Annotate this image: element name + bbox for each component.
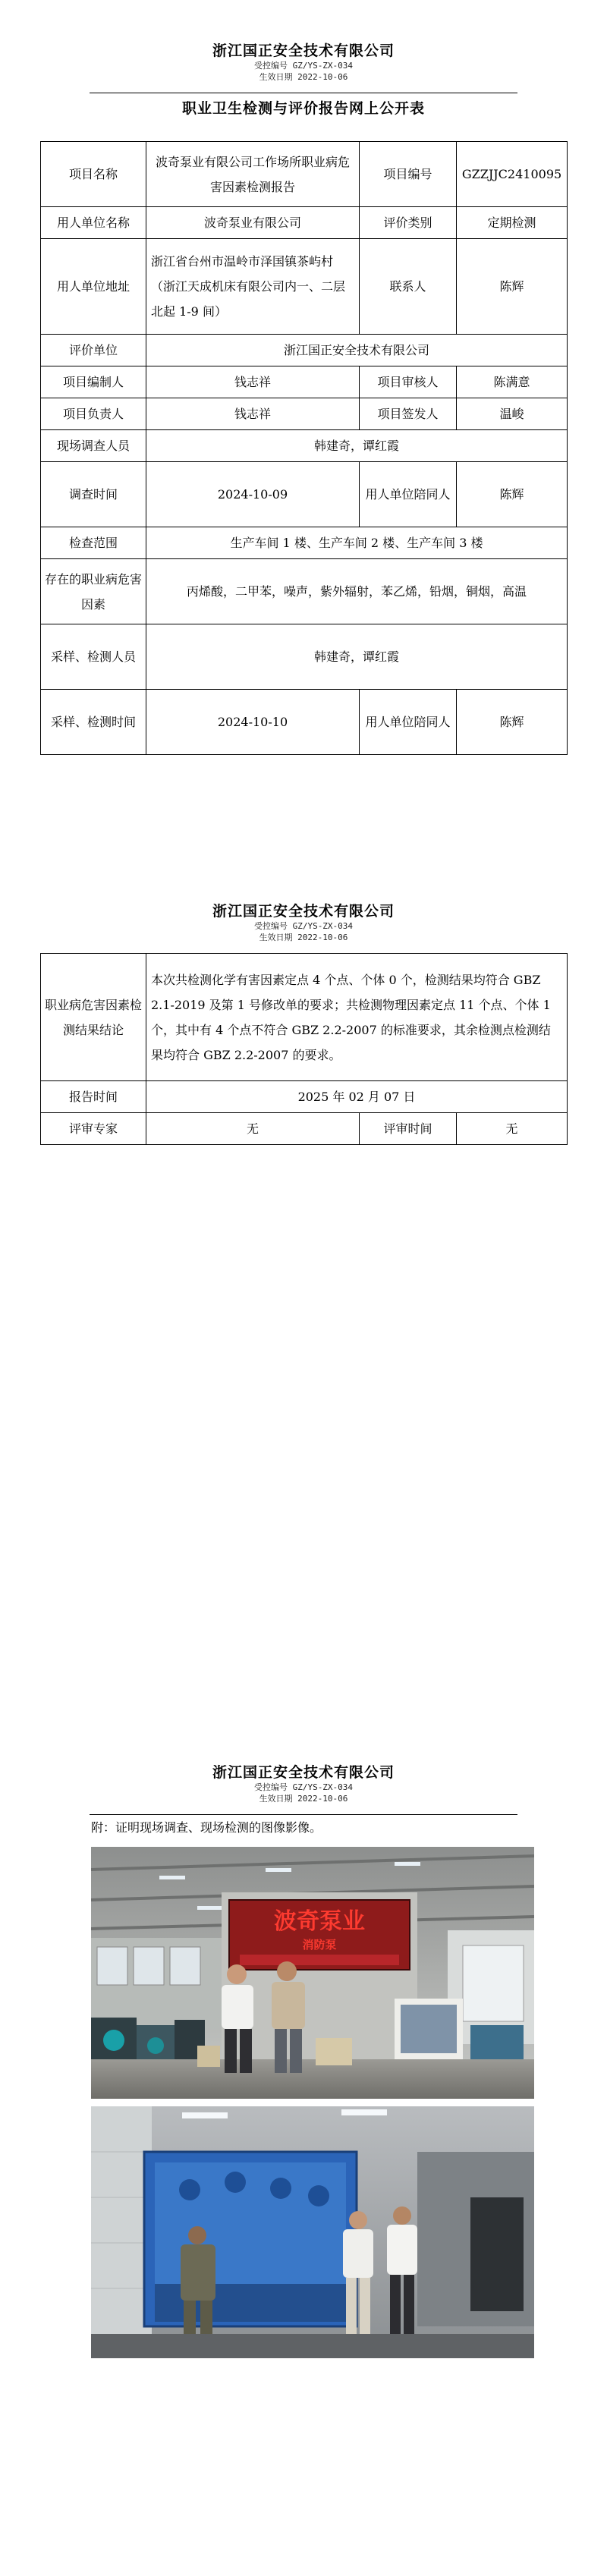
- value-contact: 陈辉: [457, 239, 568, 335]
- led-sign-product: 消防泵: [302, 1938, 337, 1952]
- table-row: [41, 239, 568, 335]
- site-photo-sampling-image: [91, 2106, 534, 2358]
- table-row: [41, 1113, 568, 1145]
- value-escort-survey: 陈辉: [457, 462, 568, 527]
- label-project-number: 项目编号: [360, 142, 457, 207]
- value-project-number: GZZJJC2410095: [457, 142, 568, 207]
- company-name: 浙江国正安全技术有限公司: [212, 903, 395, 920]
- value-review-expert: 无: [146, 1113, 360, 1145]
- label-inspection-scope: 检查范围: [41, 527, 146, 559]
- label-sampling-time: 采样、检测时间: [41, 690, 146, 755]
- value-issuer: 温峻: [457, 398, 568, 430]
- table-row: [41, 207, 568, 239]
- header-page2: [0, 900, 607, 943]
- page-title: 职业卫生检测与评价报告网上公开表: [181, 100, 425, 117]
- label-hazard-factors: 存在的职业病危害因素: [41, 559, 146, 624]
- value-evaluation-type: 定期检测: [457, 207, 568, 239]
- appendix-caption: 附：证明现场调查、现场检测的图像影像。: [91, 1820, 322, 1835]
- header-rule: [90, 1814, 517, 1815]
- led-sign-brand: 波奇泵业: [274, 1908, 365, 1935]
- doc-number: 受控编号 GZ/YS-ZX-034: [253, 921, 354, 931]
- value-survey-time: 2024-10-09: [146, 462, 360, 527]
- value-sampling-staff: 韩建奇，谭红霞: [146, 624, 568, 690]
- value-review-time: 无: [457, 1113, 568, 1145]
- table-row: [41, 954, 568, 1081]
- label-survey-time: 调查时间: [41, 462, 146, 527]
- value-project-name: 波奇泵业有限公司工作场所职业病危害因素检测报告: [146, 142, 360, 207]
- table-row: [41, 690, 568, 755]
- company-name: 浙江国正安全技术有限公司: [212, 1764, 395, 1781]
- label-contact: 联系人: [360, 239, 457, 335]
- value-employer-name: 波奇泵业有限公司: [146, 207, 360, 239]
- value-escort-sampling: 陈辉: [457, 690, 568, 755]
- label-review-time: 评审时间: [360, 1113, 457, 1145]
- label-reviewer: 项目审核人: [360, 366, 457, 398]
- company-name: 浙江国正安全技术有限公司: [212, 42, 395, 59]
- info-table: [40, 141, 568, 755]
- table-row: [41, 1081, 568, 1113]
- table-row: [41, 142, 568, 207]
- doc-number: 受控编号 GZ/YS-ZX-034: [253, 61, 354, 71]
- label-escort-survey: 用人单位陪同人: [360, 462, 457, 527]
- header-page1: [0, 39, 607, 83]
- label-conclusion: 职业病危害因素检测结果结论: [41, 954, 146, 1081]
- conclusion-table: [40, 953, 568, 1145]
- label-escort-sampling: 用人单位陪同人: [360, 690, 457, 755]
- value-conclusion: 本次共检测化学有害因素定点 4 个点、个体 0 个，检测结果均符合 GBZ 2.1-2019 及第 1 号修改单的要求；共检测物理因素定点 11 个点、个体 1 个，其中有 4 个点不符合 GBZ 2.2-2007 的标准要求，其余检测点检测结果均符合 GBZ 2.2-2007 的要求。: [146, 954, 568, 1081]
- label-employer-name: 用人单位名称: [41, 207, 146, 239]
- label-employer-address: 用人单位地址: [41, 239, 146, 335]
- effective-date: 生效日期 2022-10-06: [259, 72, 348, 82]
- label-project-name: 项目名称: [41, 142, 146, 207]
- value-project-lead: 钱志祥: [146, 398, 360, 430]
- value-reviewer: 陈满意: [457, 366, 568, 398]
- label-project-lead: 项目负责人: [41, 398, 146, 430]
- site-photo-survey-image: [91, 1847, 534, 2099]
- label-review-expert: 评审专家: [41, 1113, 146, 1145]
- value-hazard-factors: 丙烯酸，二甲苯，噪声，紫外辐射，苯乙烯，铅烟，铜烟，高温: [146, 559, 568, 624]
- value-evaluation-unit: 浙江国正安全技术有限公司: [146, 335, 568, 366]
- label-evaluation-type: 评价类别: [360, 207, 457, 239]
- site-photo-survey: [91, 1847, 534, 2099]
- table-row: [41, 527, 568, 559]
- doc-number: 受控编号 GZ/YS-ZX-034: [253, 1782, 354, 1792]
- table-row: [41, 366, 568, 398]
- header-page3: [0, 1761, 607, 1804]
- label-issuer: 项目签发人: [360, 398, 457, 430]
- label-compiler: 项目编制人: [41, 366, 146, 398]
- table-row: [41, 398, 568, 430]
- value-employer-address: 浙江省台州市温岭市泽国镇茶屿村（浙江天成机床有限公司内一、二层北起 1-9 间）: [146, 239, 360, 335]
- table-row: [41, 335, 568, 366]
- label-sampling-staff: 采样、检测人员: [41, 624, 146, 690]
- site-photo-sampling: [91, 2106, 534, 2358]
- label-survey-staff: 现场调查人员: [41, 430, 146, 462]
- effective-date: 生效日期 2022-10-06: [259, 1794, 348, 1804]
- table-row: [41, 624, 568, 690]
- effective-date: 生效日期 2022-10-06: [259, 933, 348, 942]
- table-row: [41, 430, 568, 462]
- value-survey-staff: 韩建奇，谭红霞: [146, 430, 568, 462]
- table-row: [41, 559, 568, 624]
- value-inspection-scope: 生产车间 1 楼、生产车间 2 楼、生产车间 3 楼: [146, 527, 568, 559]
- value-report-time: 2025 年 02 月 07 日: [146, 1081, 568, 1113]
- label-evaluation-unit: 评价单位: [41, 335, 146, 366]
- value-sampling-time: 2024-10-10: [146, 690, 360, 755]
- table-row: [41, 462, 568, 527]
- label-report-time: 报告时间: [41, 1081, 146, 1113]
- value-compiler: 钱志祥: [146, 366, 360, 398]
